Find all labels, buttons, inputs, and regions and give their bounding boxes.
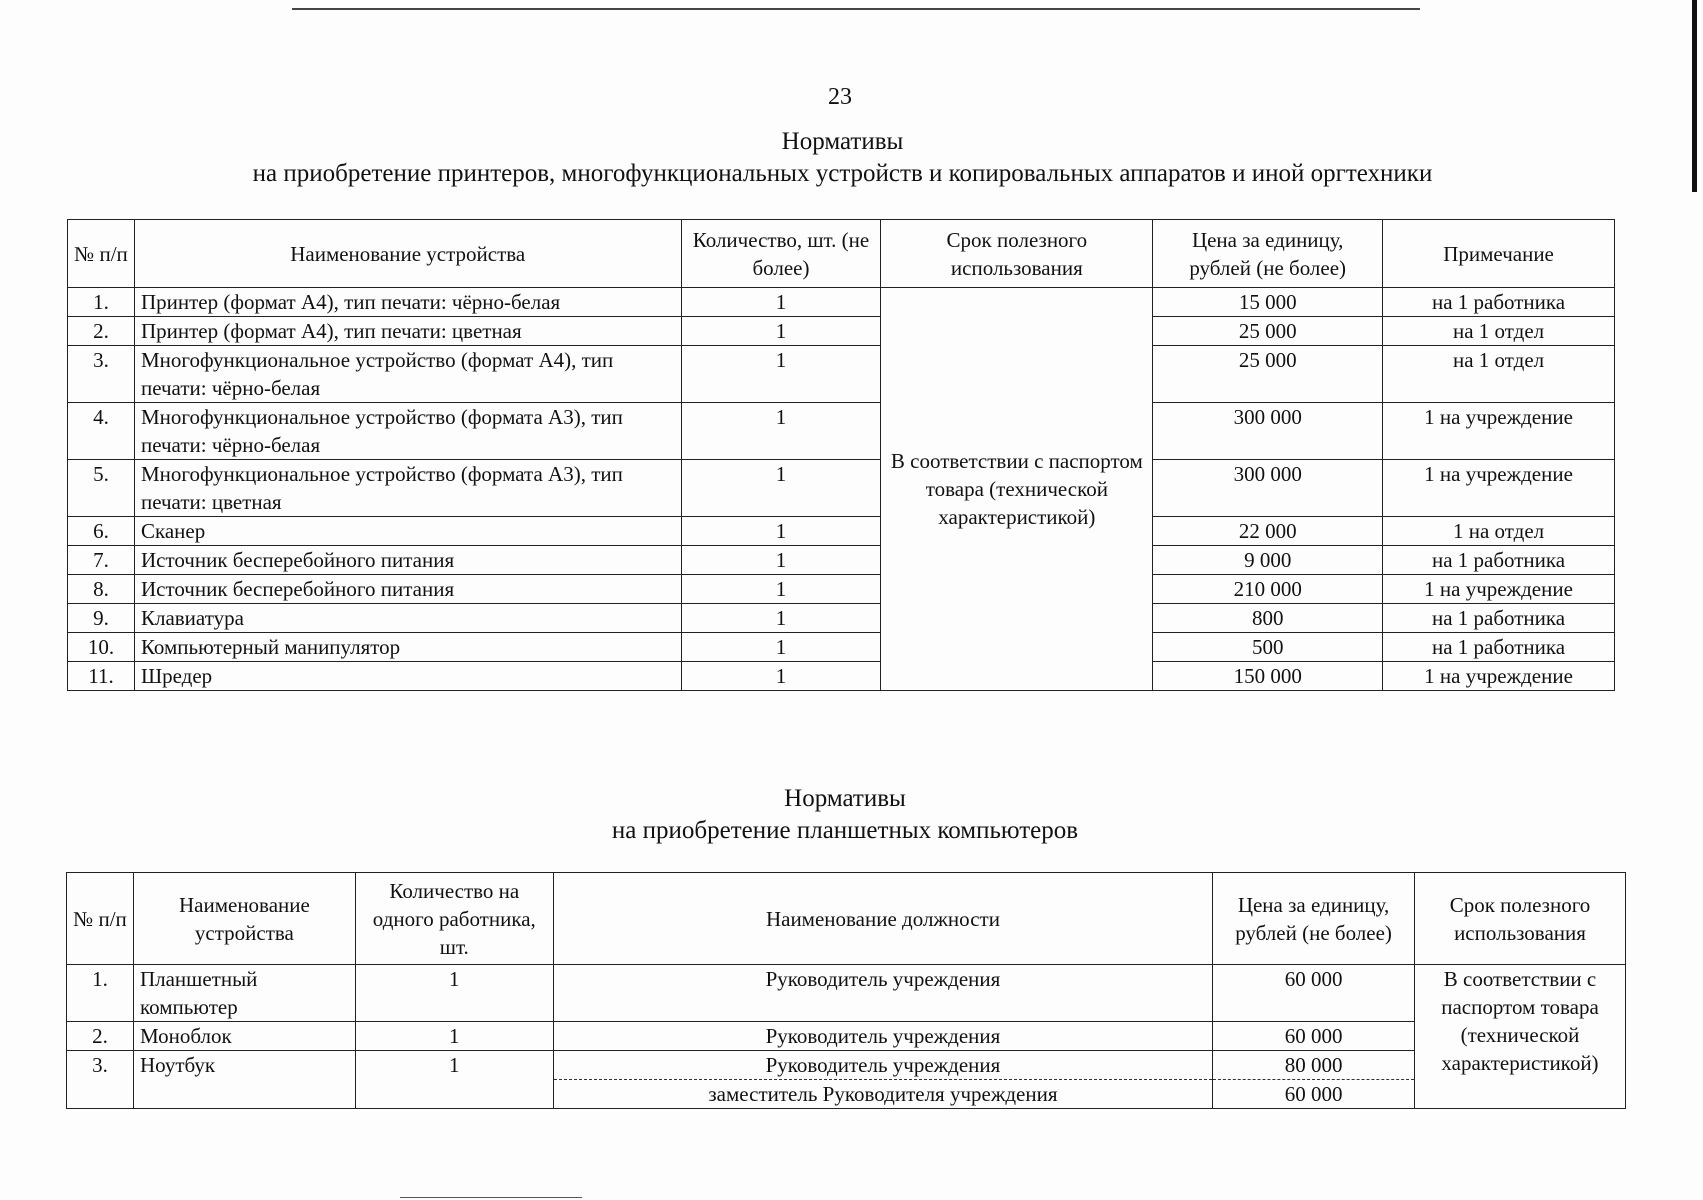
row-name: Принтер (формат А4), тип печати: цветная — [134, 317, 681, 346]
header-qty: Количество, шт. (не более) — [681, 220, 881, 288]
header-qty: Количество на одного работника, шт. — [355, 873, 553, 965]
table-row — [68, 604, 1615, 633]
row-price: 60 000 — [1213, 965, 1415, 1022]
header-price: Цена за единицу, рублей (не более) — [1153, 220, 1383, 288]
table-header-row — [68, 220, 1615, 288]
table-row — [68, 575, 1615, 604]
table-row — [67, 1022, 1626, 1051]
table-row — [68, 288, 1615, 317]
row-qty: 1 — [681, 662, 881, 691]
row-price: 60 000 — [1213, 1022, 1415, 1051]
row-name: Планшетный компьютер — [133, 965, 355, 1022]
header-term: Срок полезного использования — [1415, 873, 1626, 965]
table-row — [68, 460, 1615, 517]
row-price: 800 — [1153, 604, 1383, 633]
row-num: 11. — [68, 662, 135, 691]
row-num: 3. — [68, 346, 135, 403]
row-position: Руководитель учреждения — [553, 965, 1212, 1022]
row-note: 1 на учреждение — [1383, 575, 1615, 604]
row-num: 3. — [67, 1051, 134, 1109]
row-price: 25 000 — [1153, 317, 1383, 346]
row-name: Моноблок — [133, 1022, 355, 1051]
row-name: Многофункциональное устройство (формата А3), тип печати: чёрно-белая — [134, 403, 681, 460]
header-position: Наименование должности — [553, 873, 1212, 965]
row-name: Компьютерный манипулятор — [134, 633, 681, 662]
row-note: на 1 работника — [1383, 546, 1615, 575]
header-num: № п/п — [67, 873, 134, 965]
section1-title-line1: Нормативы — [781, 128, 904, 155]
row-note: на 1 отдел — [1383, 346, 1615, 403]
section1-title — [0, 126, 1685, 190]
row-price: 22 000 — [1153, 517, 1383, 546]
row-price: 15 000 — [1153, 288, 1383, 317]
row-name: Многофункциональное устройство (формат А4), тип печати: чёрно-белая — [134, 346, 681, 403]
tablets-norms-table — [66, 872, 1626, 1109]
row-num: 2. — [68, 317, 135, 346]
row-qty: 1 — [355, 1051, 553, 1109]
row-note: на 1 работника — [1383, 604, 1615, 633]
row-name: Клавиатура — [134, 604, 681, 633]
table-row — [68, 403, 1615, 460]
row-note: на 1 работника — [1383, 288, 1615, 317]
row-qty: 1 — [681, 633, 881, 662]
row-price: 300 000 — [1153, 460, 1383, 517]
row-qty: 1 — [681, 604, 881, 633]
row-qty: 1 — [681, 546, 881, 575]
table-header-row — [67, 873, 1626, 965]
section2-title-line1: Нормативы — [784, 785, 906, 812]
bottom-scan-rule — [400, 1197, 582, 1198]
row-price: 150 000 — [1153, 662, 1383, 691]
row-price: 210 000 — [1153, 575, 1383, 604]
header-note: Примечание — [1383, 220, 1615, 288]
section2-title — [0, 783, 1690, 847]
row-name: Шредер — [134, 662, 681, 691]
header-name: Наименование устройства — [133, 873, 355, 965]
header-num: № п/п — [68, 220, 135, 288]
table-row — [68, 546, 1615, 575]
row-position: Руководитель учреждения — [553, 1051, 1212, 1080]
row-position: Руководитель учреждения — [553, 1022, 1212, 1051]
row-num: 9. — [68, 604, 135, 633]
row-position-2: заместитель Руководителя учреждения — [553, 1080, 1212, 1109]
row-num: 2. — [67, 1022, 134, 1051]
row-num: 7. — [68, 546, 135, 575]
row-note: 1 на отдел — [1383, 517, 1615, 546]
row-name: Ноутбук — [133, 1051, 355, 1109]
table-row — [68, 517, 1615, 546]
row-note: на 1 отдел — [1383, 317, 1615, 346]
table-row — [68, 346, 1615, 403]
row-price: 25 000 — [1153, 346, 1383, 403]
row-num: 8. — [68, 575, 135, 604]
row-note: 1 на учреждение — [1383, 460, 1615, 517]
row-note: 1 на учреждение — [1383, 403, 1615, 460]
header-price: Цена за единицу, рублей (не более) — [1213, 873, 1415, 965]
table-row — [68, 317, 1615, 346]
row-name: Сканер — [134, 517, 681, 546]
row-price-2: 60 000 — [1213, 1080, 1415, 1109]
section2-title-line2: на приобретение планшетных компьютеров — [611, 817, 1079, 844]
printers-norms-table — [67, 219, 1615, 691]
row-price: 9 000 — [1153, 546, 1383, 575]
row-qty: 1 — [355, 1022, 553, 1051]
row-name: Источник бесперебойного питания — [134, 546, 681, 575]
table-row — [67, 1051, 1626, 1080]
row-qty: 1 — [681, 317, 881, 346]
header-name: Наименование устройства — [134, 220, 681, 288]
row-name: Источник бесперебойного питания — [134, 575, 681, 604]
row-num: 1. — [67, 965, 134, 1022]
scan-edge-mark — [1692, 0, 1697, 192]
row-name: Многофункциональное устройство (формата А3), тип печати: цветная — [134, 460, 681, 517]
row-num: 4. — [68, 403, 135, 460]
row-num: 5. — [68, 460, 135, 517]
row-price: 300 000 — [1153, 403, 1383, 460]
section1-title-line2: на приобретение принтеров, многофункциональных устройств и копировальных аппаратов и иной оргтехники — [252, 160, 1433, 187]
row-price: 80 000 — [1213, 1051, 1415, 1080]
row-num: 1. — [68, 288, 135, 317]
row-qty: 1 — [681, 517, 881, 546]
row-qty: 1 — [355, 965, 553, 1022]
row-qty: 1 — [681, 288, 881, 317]
row-num: 10. — [68, 633, 135, 662]
table-row — [67, 965, 1626, 1022]
row-qty: 1 — [681, 403, 881, 460]
page-number: 23 — [828, 84, 852, 110]
row-qty: 1 — [681, 575, 881, 604]
top-scan-rule — [292, 8, 1420, 10]
merged-term-cell: В соответствии с паспортом товара (технической характеристикой) — [1415, 965, 1626, 1109]
row-price: 500 — [1153, 633, 1383, 662]
table-row — [68, 662, 1615, 691]
header-term: Срок полезного использования — [881, 220, 1153, 288]
merged-term-cell: В соответствии с паспортом товара (технической характеристикой) — [881, 288, 1153, 691]
row-name: Принтер (формат А4), тип печати: чёрно-белая — [134, 288, 681, 317]
row-qty: 1 — [681, 460, 881, 517]
row-qty: 1 — [681, 346, 881, 403]
row-note: на 1 работника — [1383, 633, 1615, 662]
row-num: 6. — [68, 517, 135, 546]
row-note: 1 на учреждение — [1383, 662, 1615, 691]
table-row — [68, 633, 1615, 662]
